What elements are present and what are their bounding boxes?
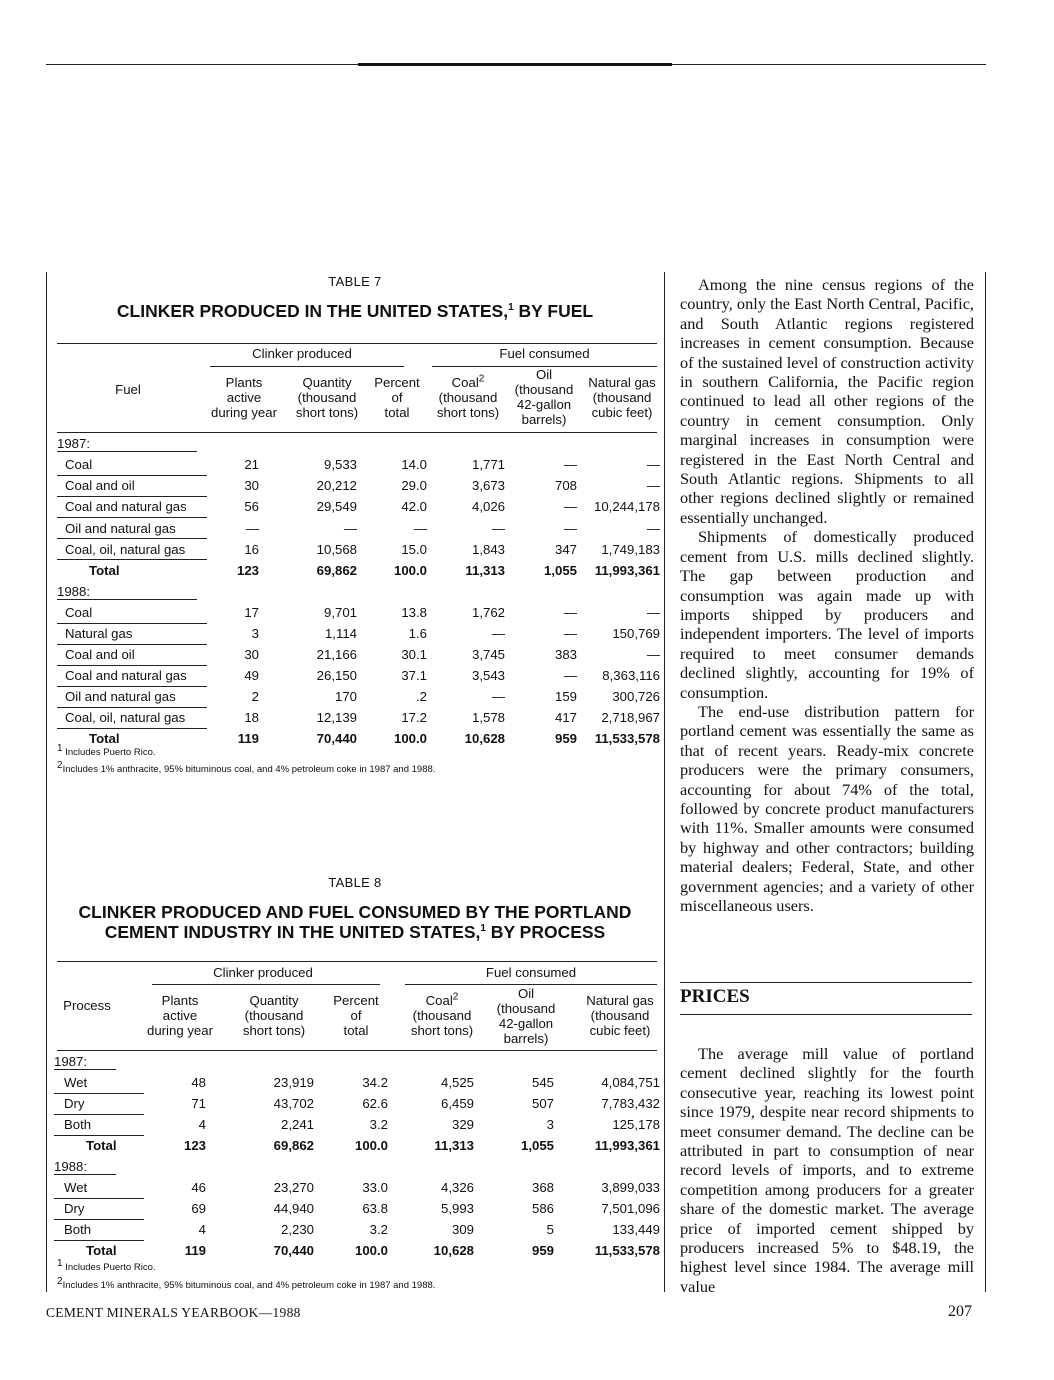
- table-7-total-1987: [57, 560, 660, 581]
- cell-plants: 17: [244, 605, 259, 621]
- table-7-number: TABLE 7: [328, 274, 382, 289]
- cell-pct: 29.0: [401, 478, 427, 494]
- cell-qty: 21,166: [316, 647, 357, 663]
- cell-gas: 150,769: [612, 626, 660, 642]
- table-7-title: CLINKER PRODUCED IN THE UNITED STATES,$^1$ BY FUEL: [116, 301, 594, 321]
- row-label: Coal: [57, 602, 207, 623]
- top-rule-heavy: [358, 63, 672, 66]
- cell-gas: 1,749,183: [601, 541, 660, 557]
- row-label: Coal: [57, 454, 207, 475]
- cell-gas: —: [646, 605, 660, 621]
- cell-plants: —: [245, 520, 259, 536]
- cell-pct: 42.0: [401, 499, 427, 515]
- cell-plants: 16: [244, 541, 259, 557]
- cell-coal: —: [491, 520, 505, 536]
- cell-gas: 11,533,578: [594, 1243, 660, 1258]
- table-8-col-plants: Plants active during year: [147, 993, 213, 1038]
- table-8-row: [54, 1093, 660, 1114]
- left-column-rule: [46, 272, 47, 1292]
- table-8-group-clinker-rule: [152, 984, 380, 985]
- cell-oil: —: [563, 605, 577, 621]
- cell-pct: 100.0: [354, 1138, 388, 1153]
- table-8-row: [54, 1072, 660, 1093]
- cell-pct: 33.0: [362, 1180, 388, 1195]
- table-7-group-fuel: Fuel consumed: [499, 346, 590, 361]
- cell-qty: 12,139: [316, 710, 357, 726]
- cell-plants: 2: [251, 689, 259, 705]
- table-7-group-clinker: Clinker produced: [252, 346, 352, 361]
- cell-coal: 1,578: [471, 710, 505, 726]
- cell-pct: 17.2: [401, 710, 427, 726]
- cell-plants: 21: [244, 457, 259, 473]
- cell-coal: 3,543: [471, 668, 505, 684]
- cell-coal: 4,525: [440, 1075, 474, 1090]
- cell-qty: —: [343, 520, 357, 536]
- cell-plants: 3: [251, 626, 259, 642]
- cell-plants: 123: [236, 563, 259, 579]
- cell-oil: 708: [554, 478, 577, 494]
- cell-gas: —: [646, 457, 660, 473]
- cell-plants: 49: [244, 668, 259, 684]
- cell-qty: 29,549: [316, 499, 357, 515]
- table-7-row: [57, 518, 660, 539]
- table-7-top-rule: [57, 343, 657, 344]
- cell-gas: 2,718,967: [601, 710, 660, 726]
- cell-plants: 30: [244, 478, 259, 494]
- row-label: Coal, oil, natural gas: [57, 539, 207, 560]
- cell-plants: 119: [237, 731, 259, 747]
- cell-gas: 125,178: [612, 1117, 660, 1132]
- cell-oil: —: [563, 626, 577, 642]
- cell-gas: —: [646, 520, 660, 536]
- cell-pct: 100.0: [354, 1243, 388, 1258]
- table-7-col-gas: Natural gas (thousand cubic feet): [588, 375, 656, 420]
- cell-plants: 71: [191, 1096, 206, 1111]
- table-7-row: [57, 454, 660, 475]
- cell-oil: 368: [531, 1180, 554, 1195]
- cell-coal: 4,026: [471, 499, 505, 515]
- table-8-footnote-2: 2Includes 1% anthracite, 95% bituminous coal, and 4% petroleum coke in 1987 and 1988.: [57, 1275, 436, 1291]
- cell-qty: 9,701: [323, 605, 357, 621]
- cell-qty: 1,114: [324, 626, 357, 642]
- table-7-col-oil: Oil (thousand 42-gallon barrels): [514, 367, 574, 427]
- table-7-row: [57, 686, 660, 707]
- cell-oil: —: [563, 499, 577, 515]
- cell-gas: 4,084,751: [601, 1075, 660, 1090]
- cell-qty: 170: [334, 689, 357, 705]
- cell-oil: 959: [554, 731, 577, 747]
- cell-plants: 4: [198, 1222, 206, 1237]
- cell-pct: 14.0: [401, 457, 427, 473]
- table-8-total-1988: [54, 1240, 660, 1261]
- table-8-col-percent: Percent of total: [333, 993, 379, 1038]
- cell-plants: 30: [244, 647, 259, 663]
- row-label: Both: [54, 1219, 144, 1240]
- cell-qty: 20,212: [316, 478, 357, 494]
- cell-coal: 4,326: [440, 1180, 474, 1195]
- body-text-upper: [680, 275, 974, 915]
- cell-gas: —: [646, 478, 660, 494]
- cell-oil: 347: [554, 541, 577, 557]
- table-8-col-oil: Oil (thousand 42-gallon barrels): [496, 986, 556, 1046]
- table-7: [46, 274, 664, 321]
- cell-qty: 70,440: [316, 731, 357, 747]
- cell-gas: 7,501,096: [601, 1201, 660, 1216]
- cell-pct: 62.6: [362, 1096, 388, 1111]
- cell-gas: 11,533,578: [594, 731, 660, 747]
- cell-pct: 100.0: [393, 731, 427, 747]
- table-8-col-process: Process: [63, 998, 111, 1013]
- right-column-rule: [985, 272, 986, 1292]
- table-8-row: [54, 1177, 660, 1198]
- page-number: 207: [948, 1303, 972, 1320]
- cell-qty: 9,533: [323, 457, 357, 473]
- cell-gas: 133,449: [612, 1222, 660, 1237]
- year-label: 1987:: [57, 436, 197, 452]
- cell-plants: 4: [198, 1117, 206, 1132]
- cell-qty: 10,568: [316, 541, 357, 557]
- cell-qty: 23,919: [273, 1075, 314, 1090]
- cell-gas: 10,244,178: [593, 499, 660, 515]
- row-label: Total: [86, 1243, 117, 1259]
- cell-pct: 63.8: [362, 1201, 388, 1216]
- cell-qty: 69,862: [316, 563, 357, 579]
- cell-coal: 1,843: [471, 541, 505, 557]
- cell-oil: 383: [554, 647, 577, 663]
- paragraph-regions: Among the nine census regions of the country, only the East North Central, Pacific, and South Atlantic regions registered increases in cement consumption. Because of the sustained level of construction activity in southern California, the Pacific region continued to lead all other regions of the country in cement consumption. Only marginal increases in consumption were registered in the East North Central and South Atlantic regions. Shipments to all other regions declined slightly or remained essentially unchanged.: [680, 275, 974, 527]
- cell-plants: 46: [191, 1180, 206, 1195]
- table-8-row: [54, 1114, 660, 1135]
- cell-qty: 70,440: [273, 1243, 314, 1258]
- cell-gas: 7,783,432: [601, 1096, 660, 1111]
- cell-oil: 159: [554, 689, 577, 705]
- table-7-row: [57, 496, 660, 517]
- cell-pct: 15.0: [401, 541, 427, 557]
- paragraph-end-use: The end-use distribution pattern for portland cement was essentially the same as that of recent years. Ready-mix concrete producers were the primary consumers, accounting for about 74% of the total, followed by concrete product manufacturers with 11%. Smaller amounts were consumed by highway and other contractors; building material dealers; Federal, State, and other government agencies; and a variety of other miscellaneous users.: [680, 701, 974, 915]
- cell-qty: 2,241: [280, 1117, 314, 1132]
- table-8-col-coal: Coal$^2$ (thousand short tons): [410, 991, 474, 1038]
- table-7-row: [57, 665, 660, 686]
- cell-coal: 309: [451, 1222, 474, 1237]
- table-7-row: [57, 644, 660, 665]
- row-label: Natural gas: [57, 623, 207, 644]
- cell-oil: —: [563, 668, 577, 684]
- body-text-prices: [680, 1044, 974, 1296]
- table-8: [46, 875, 664, 942]
- table-8-col-gas: Natural gas (thousand cubic feet): [586, 993, 654, 1038]
- cell-gas: 300,726: [612, 689, 660, 705]
- table-7-row: [57, 539, 660, 560]
- cell-oil: 417: [554, 710, 577, 726]
- cell-oil: 5: [546, 1222, 554, 1237]
- table-8-body: [54, 1051, 660, 1261]
- row-label: Coal and natural gas: [57, 496, 207, 517]
- cell-plants: 56: [244, 499, 259, 515]
- cell-pct: 1.6: [408, 626, 427, 642]
- table-7-year-1987: [57, 433, 660, 454]
- table-7-body: [57, 433, 660, 749]
- table-7-col-percent: Percent of total: [374, 375, 420, 420]
- row-label: Total: [89, 731, 120, 747]
- year-label: 1988:: [57, 584, 197, 600]
- row-label: Coal and oil: [57, 644, 207, 665]
- year-label: 1987:: [54, 1054, 116, 1070]
- row-label: Dry: [54, 1198, 144, 1219]
- cell-coal: 6,459: [440, 1096, 474, 1111]
- cell-pct: .2: [416, 689, 427, 705]
- row-label: Both: [54, 1114, 144, 1135]
- cell-pct: 30.1: [401, 647, 427, 663]
- cell-plants: 119: [184, 1243, 206, 1258]
- running-footer: CEMENT MINERALS YEARBOOK—1988: [46, 1305, 301, 1320]
- row-label: Coal and oil: [57, 475, 207, 496]
- cell-coal: 11,313: [465, 563, 505, 579]
- cell-coal: —: [491, 626, 505, 642]
- cell-gas: 11,993,361: [594, 1138, 660, 1153]
- table-7-row: [57, 475, 660, 496]
- cell-oil: 507: [531, 1096, 554, 1111]
- table-8-number: TABLE 8: [328, 875, 382, 890]
- cell-pct: 13.8: [401, 605, 427, 621]
- cell-qty: 26,150: [316, 668, 357, 684]
- section-heading-prices: PRICES: [680, 986, 750, 1007]
- table-7-group-clinker-rule: [210, 366, 404, 367]
- cell-gas: 8,363,116: [602, 668, 660, 684]
- cell-plants: 123: [183, 1138, 206, 1153]
- cell-coal: 1,762: [471, 605, 505, 621]
- cell-coal: 1,771: [471, 457, 505, 473]
- cell-oil: 545: [531, 1075, 554, 1090]
- table-8-top-rule: [57, 961, 657, 962]
- cell-oil: 3: [546, 1117, 554, 1132]
- table-8-year-1987: [54, 1051, 660, 1072]
- table-8-row: [54, 1219, 660, 1240]
- cell-qty: 2,230: [280, 1222, 314, 1237]
- row-label: Total: [86, 1138, 117, 1154]
- year-label: 1988:: [54, 1159, 116, 1175]
- cell-coal: 10,628: [464, 731, 505, 747]
- prices-rule-top: [680, 982, 972, 983]
- cell-coal: 11,313: [434, 1138, 474, 1153]
- cell-pct: 34.2: [362, 1075, 388, 1090]
- cell-oil: 1,055: [520, 1138, 554, 1153]
- table-8-group-fuel: Fuel consumed: [485, 965, 577, 980]
- cell-coal: 5,993: [440, 1201, 474, 1216]
- table-7-row: [57, 623, 660, 644]
- table-7-col-fuel: Fuel: [115, 382, 141, 397]
- cell-gas: 3,899,033: [601, 1180, 660, 1195]
- row-label: Total: [89, 563, 120, 579]
- cell-plants: 69: [191, 1201, 206, 1216]
- cell-coal: 3,673: [471, 478, 505, 494]
- table-7-col-plants: Plants active during year: [211, 375, 277, 420]
- table-8-year-1988: [54, 1156, 660, 1177]
- row-label: Wet: [54, 1072, 144, 1093]
- table-7-col-quantity: Quantity (thousand short tons): [295, 375, 359, 420]
- paragraph-shipments: Shipments of domestically produced cement from U.S. mills declined slightly. The gap between production and consumption was again made up with imports shipped by producers and independent importers. The level of imports required to meet consumer demands declined slightly, accounting for 19% of consumption.: [680, 527, 974, 702]
- row-label: Oil and natural gas: [57, 518, 207, 539]
- cell-coal: —: [491, 689, 505, 705]
- table-7-row: [57, 707, 660, 728]
- cell-gas: 11,993,361: [594, 563, 660, 579]
- cell-oil: 959: [531, 1243, 554, 1258]
- table-8-col-quantity: Quantity (thousand short tons): [242, 993, 306, 1038]
- row-label: Wet: [54, 1177, 144, 1198]
- cell-plants: 48: [191, 1075, 206, 1090]
- cell-qty: 69,862: [273, 1138, 314, 1153]
- cell-pct: 100.0: [393, 563, 427, 579]
- cell-oil: —: [563, 520, 577, 536]
- cell-coal: 329: [451, 1117, 474, 1132]
- cell-oil: 1,055: [543, 563, 577, 579]
- table-8-row: [54, 1198, 660, 1219]
- table-8-total-1987: [54, 1135, 660, 1156]
- table-7-footnote-1: 1 Includes Puerto Rico.: [57, 742, 156, 758]
- row-label: Coal, oil, natural gas: [57, 707, 207, 728]
- table-7-year-1988: [57, 581, 660, 602]
- cell-qty: 23,270: [273, 1180, 314, 1195]
- cell-pct: —: [413, 520, 427, 536]
- table-7-col-coal: Coal$^2$ (thousand short tons): [436, 373, 500, 420]
- row-label: Dry: [54, 1093, 144, 1114]
- paragraph-prices: The average mill value of portland cement declined slightly for the fourth consecutive year, reaching its lowest point since 1979, despite near record shipments to meet consumer demand. The decline can be attributed in part to consumption of near record levels of imports, and to extreme competition among producers for a greater share of the domestic market. The average price of imported cement shipped by producers increased 5% to $48.19, the highest level since 1984. The average mill value: [680, 1044, 974, 1296]
- cell-oil: —: [563, 457, 577, 473]
- table-8-footnote-1: 1 Includes Puerto Rico.: [57, 1257, 156, 1273]
- cell-pct: 3.2: [369, 1222, 388, 1237]
- cell-gas: —: [646, 647, 660, 663]
- cell-coal: 3,745: [471, 647, 505, 663]
- cell-qty: 43,702: [273, 1096, 314, 1111]
- table-8-group-clinker: Clinker produced: [213, 965, 313, 980]
- prices-rule-bottom: [680, 1014, 972, 1015]
- table-8-title: CLINKER PRODUCED AND FUEL CONSUMED BY THE PORTLAND CEMENT INDUSTRY IN THE UNITED STATES,$^1$ BY PROCESS: [78, 902, 632, 942]
- cell-plants: 18: [244, 710, 259, 726]
- cell-pct: 3.2: [369, 1117, 388, 1132]
- table-7-row: [57, 602, 660, 623]
- table-7-footnote-2: 2Includes 1% anthracite, 95% bituminous coal, and 4% petroleum coke in 1987 and 1988.: [57, 759, 436, 775]
- cell-pct: 37.1: [401, 668, 427, 684]
- row-label: Oil and natural gas: [57, 686, 207, 707]
- cell-coal: 10,628: [433, 1243, 474, 1258]
- column-divider: [664, 272, 665, 1292]
- cell-oil: 586: [531, 1201, 554, 1216]
- table-8-group-fuel-rule: [405, 984, 657, 985]
- cell-qty: 44,940: [273, 1201, 314, 1216]
- row-label: Coal and natural gas: [57, 665, 207, 686]
